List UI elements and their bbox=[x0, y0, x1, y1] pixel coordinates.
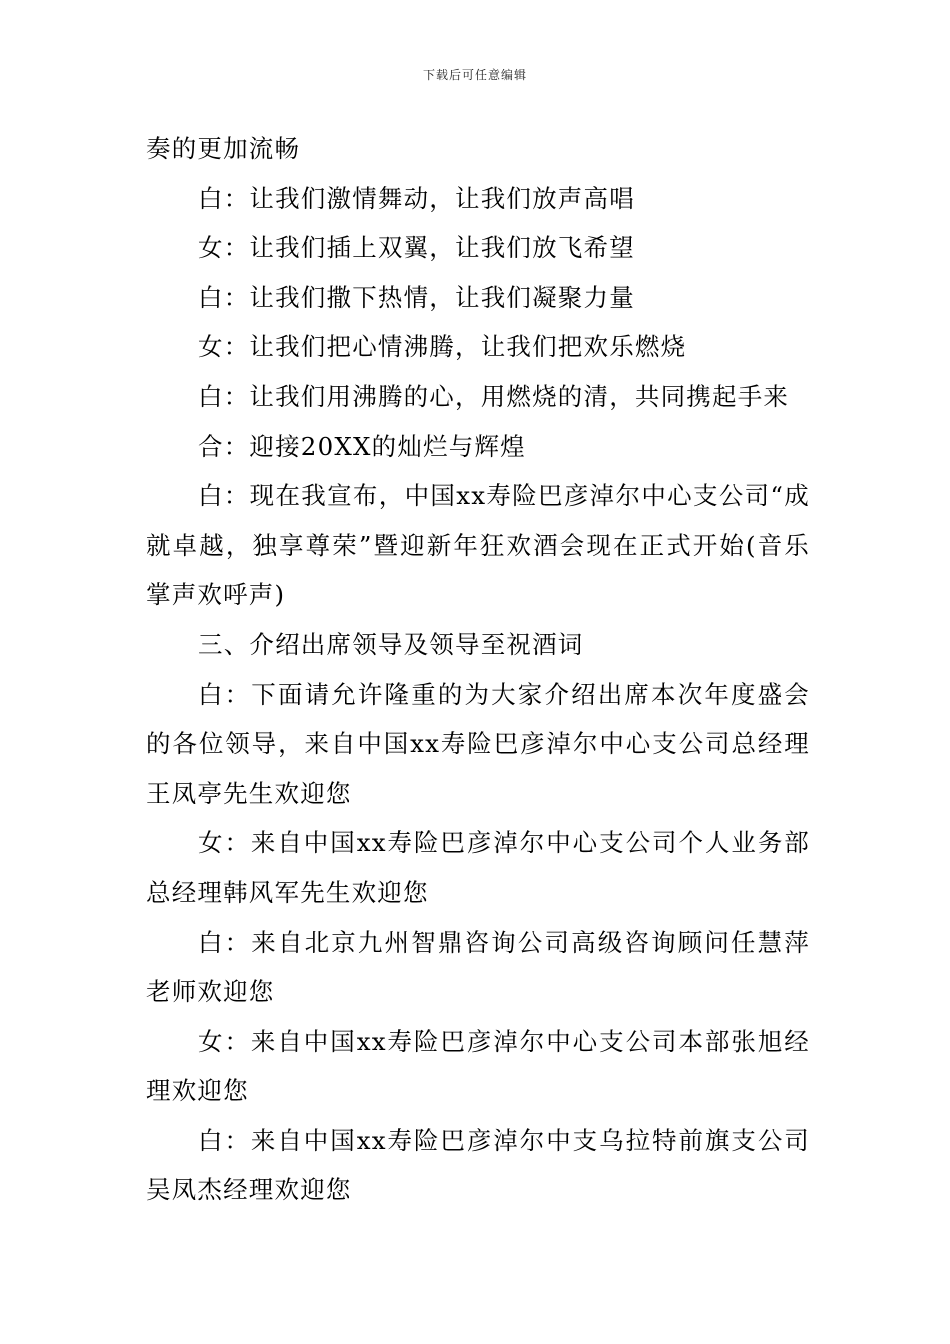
paragraph-7: 合：迎接20XX的灿烂与辉煌 bbox=[198, 431, 526, 461]
paragraph-14: 白：来自中国xx寿险巴彦淖尔中支乌拉特前旗支公司吴凤杰经理欢迎您 bbox=[146, 1125, 810, 1205]
paragraph-1: 奏的更加流畅 bbox=[146, 134, 301, 163]
paragraph-8: 白：现在我宣布，中国xx寿险巴彦淖尔中心支公司“成就卓越，独享尊荣”暨迎新年狂欢酒会现在正式开始(音乐掌声欢呼声) bbox=[146, 481, 810, 610]
paragraph-10: 白：下面请允许隆重的为大家介绍出席本次年度盛会的各位领导，来自中国xx寿险巴彦淖尔中心支公司总经理王凤亭先生欢迎您 bbox=[146, 679, 810, 808]
paragraph-4: 白：让我们撒下热情，让我们凝聚力量 bbox=[198, 282, 635, 312]
section-heading: 三、介绍出席领导及领导至祝酒词 bbox=[198, 629, 584, 659]
paragraph-3: 女：让我们插上双翼，让我们放飞希望 bbox=[198, 233, 635, 263]
paragraph-6: 白：让我们用沸腾的心，用燃烧的清，共同携起手来 bbox=[198, 381, 790, 411]
paragraph-12: 白：来自北京九州智鼎咨询公司高级咨询顾问任慧萍老师欢迎您 bbox=[146, 927, 810, 1007]
paragraph-5: 女：让我们把心情沸腾，让我们把欢乐燃烧 bbox=[198, 332, 687, 362]
paragraph-2: 白：让我们激情舞动，让我们放声高唱 bbox=[198, 183, 635, 213]
paragraph-13: 女：来自中国xx寿险巴彦淖尔中心支公司本部张旭经理欢迎您 bbox=[146, 1026, 810, 1106]
paragraph-11: 女：来自中国xx寿险巴彦淖尔中心支公司个人业务部总经理韩风军先生欢迎您 bbox=[146, 828, 810, 907]
header-note: 下载后可任意编辑 bbox=[422, 68, 527, 82]
document-body bbox=[146, 124, 810, 1215]
